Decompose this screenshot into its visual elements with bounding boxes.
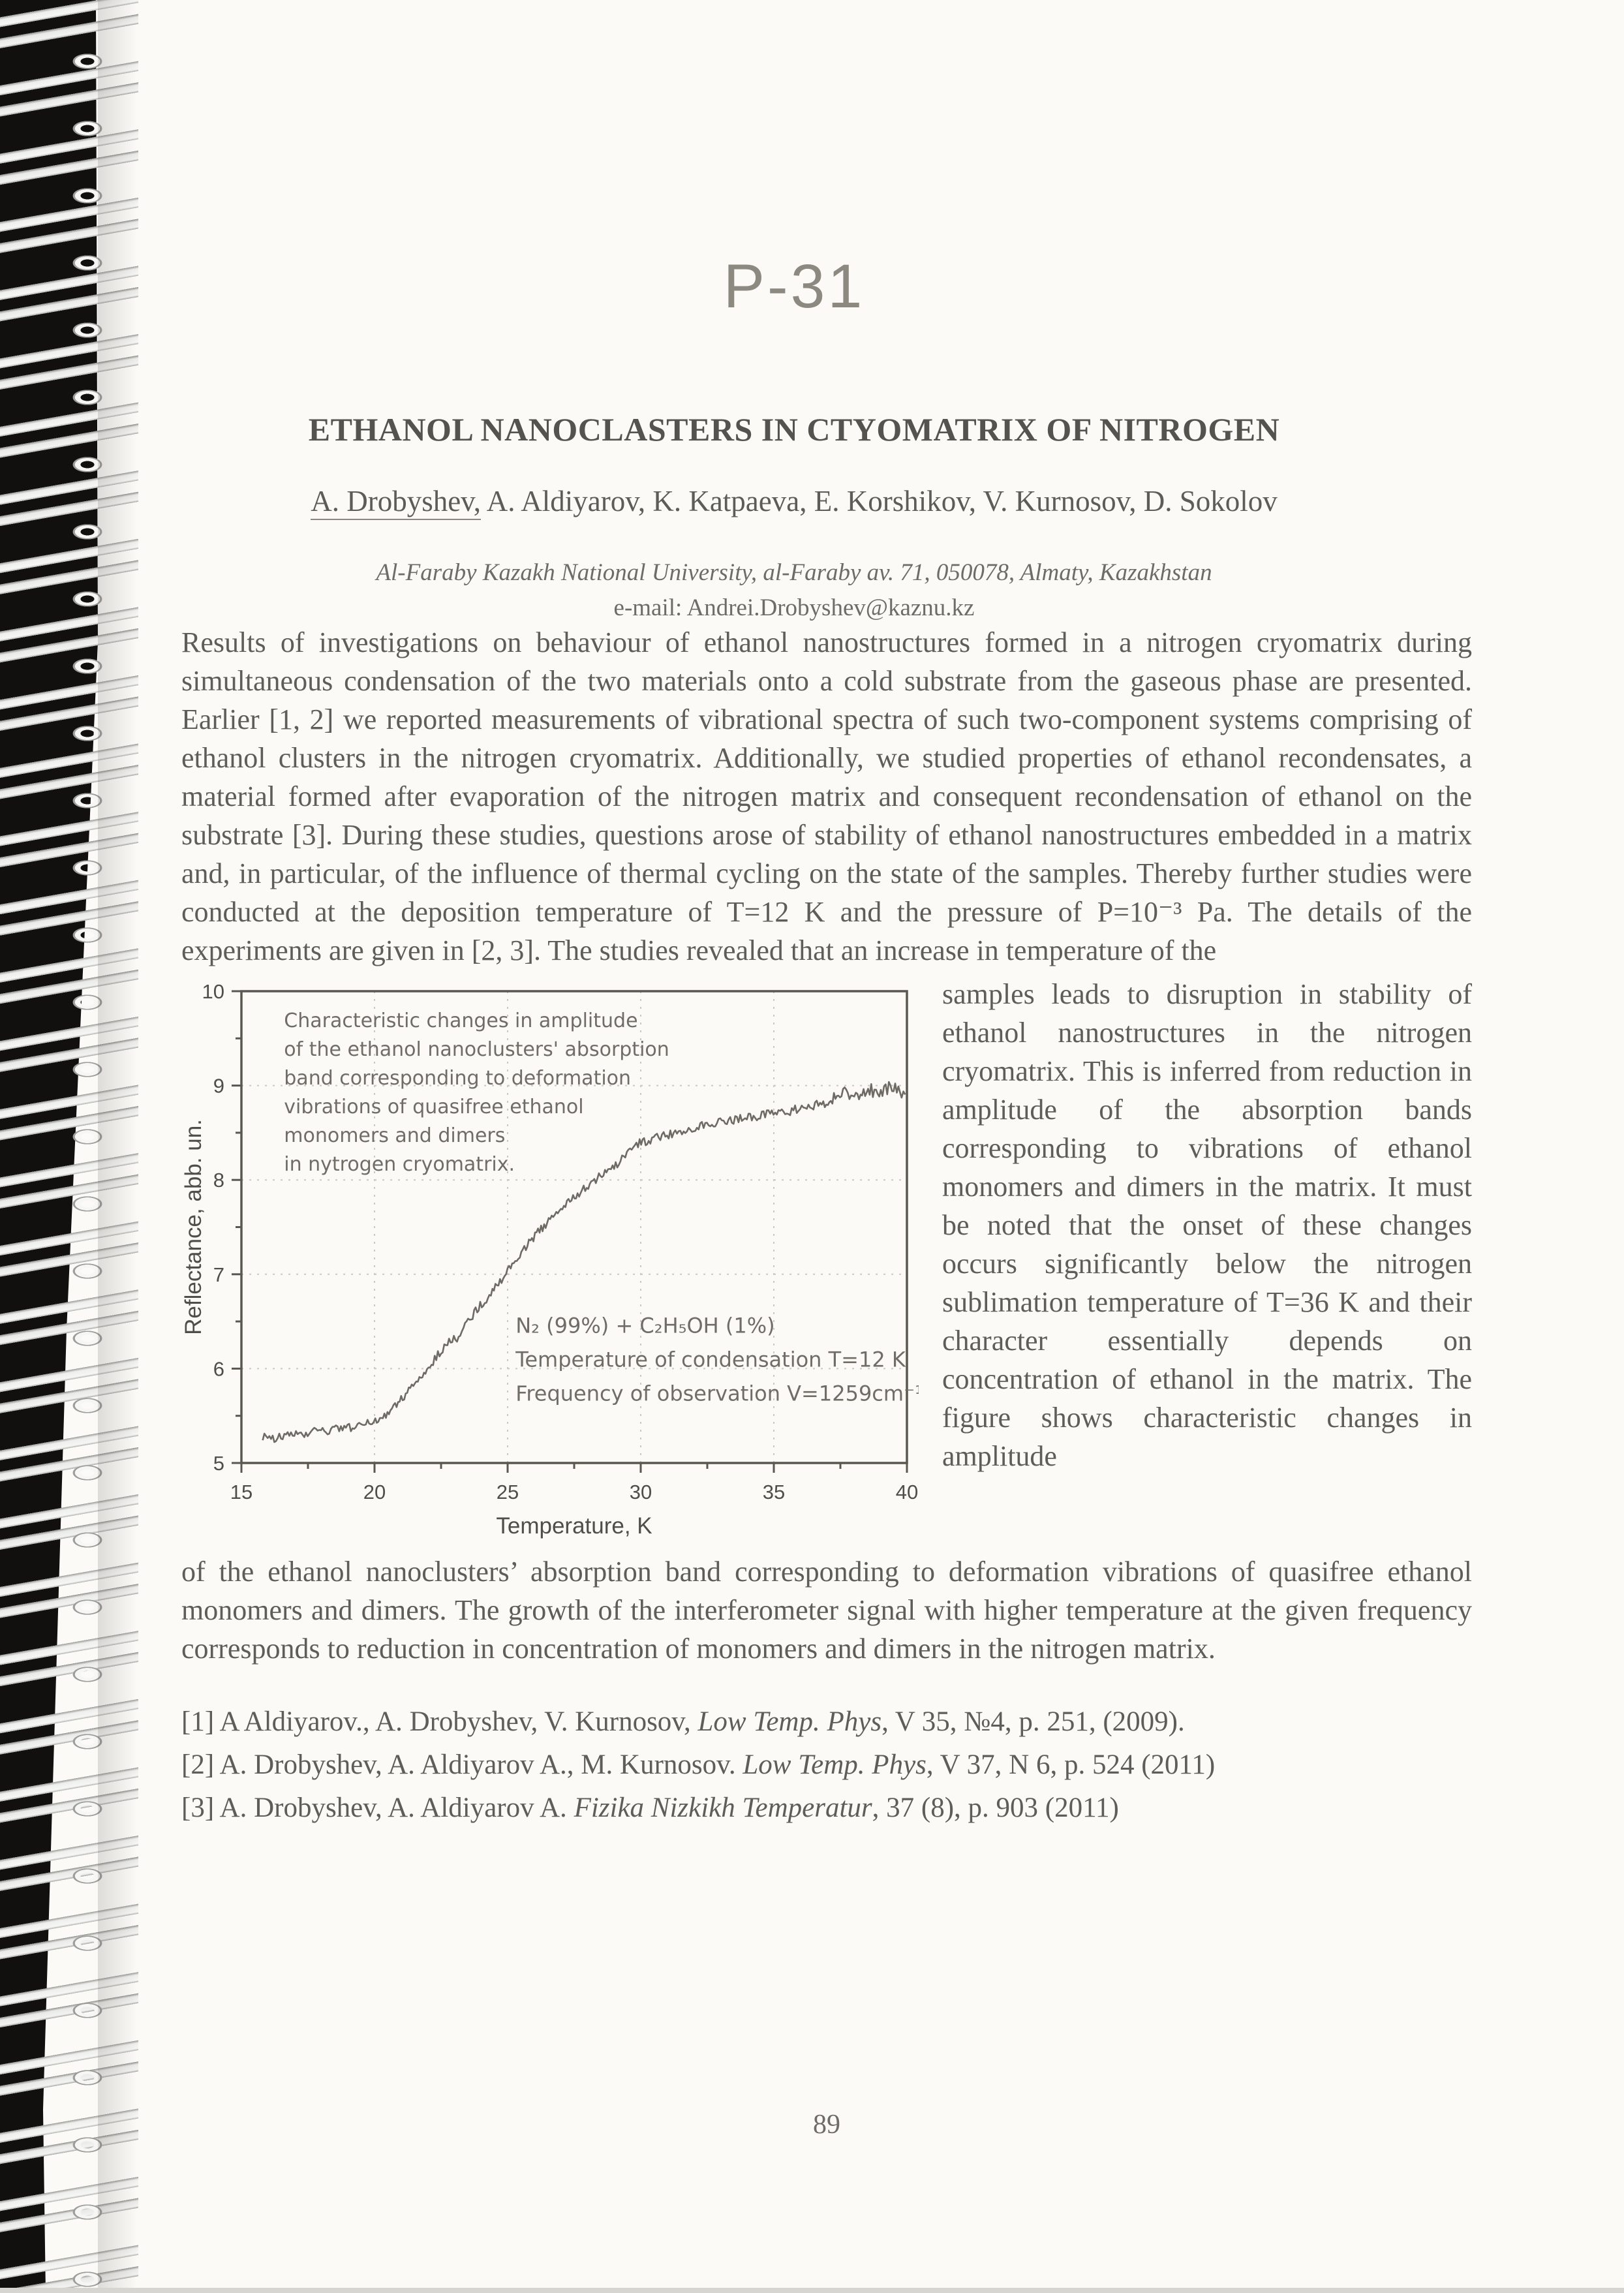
reference-row — [181, 1787, 1472, 1830]
email-line: e-mail: Andrei.Drobyshev@kaznu.kz — [613, 594, 975, 621]
svg-text:of the ethanol nanoclusters' a: of the ethanol nanoclusters' absorption — [284, 1038, 669, 1061]
body-after-figure: of the ethanol nanoclusters’ absorption band corresponding to deformation vibrations of quasifree ethanol monomers and dimers. The growth of the interferometer signal with higher temperature at the given frequency corresponds to reduction in concentration of monomers and dimers in the nitrogen matrix. — [181, 1556, 1472, 1665]
svg-text:in nytrogen cryomatrix.: in nytrogen cryomatrix. — [284, 1152, 515, 1176]
reference-suffix: , V 37, N 6, p. 524 (2011) — [926, 1749, 1216, 1780]
svg-text:Frequency of observation V=125: Frequency of observation V=1259cm⁻¹ — [515, 1381, 919, 1406]
reference-suffix: , 37 (8), p. 903 (2011) — [872, 1793, 1119, 1823]
svg-text:5: 5 — [213, 1452, 224, 1475]
authors-rest: A. Aldiyarov, K. Katpaeva, E. Korshikov, V. Kurnosov, D. Sokolov — [481, 485, 1278, 517]
page — [181, 0, 1472, 1830]
reference-prefix: [2] A. Drobyshev, A. Aldiyarov A., M. Kurnosov. — [181, 1749, 743, 1780]
svg-text:vibrations of quasifree ethano: vibrations of quasifree ethanol — [284, 1095, 584, 1118]
svg-text:Reflectance, abb. un.: Reflectance, abb. un. — [181, 1119, 206, 1335]
references-list — [181, 1701, 1472, 1830]
reference-journal: Low Temp. Phys — [743, 1749, 927, 1780]
reference-prefix: [1] A Aldiyarov., A. Drobyshev, V. Kurnosov, — [181, 1706, 698, 1737]
spiral-binding — [0, 0, 99, 2293]
figure-row — [181, 975, 1472, 1552]
svg-text:band corresponding to deformat: band corresponding to deformation — [284, 1066, 632, 1090]
svg-text:7: 7 — [213, 1263, 224, 1286]
paper-title: ETHANOL NANOCLASTERS IN CTYOMATRIX OF NITROGEN — [308, 411, 1280, 448]
svg-text:N₂ (99%) + C₂H₅OH (1%): N₂ (99%) + C₂H₅OH (1%) — [515, 1313, 775, 1338]
svg-text:9: 9 — [213, 1074, 224, 1098]
reference-prefix: [3] A. Drobyshev, A. Aldiyarov A. — [181, 1793, 574, 1823]
svg-text:15: 15 — [230, 1481, 253, 1503]
svg-text:Temperature, K: Temperature, K — [496, 1513, 652, 1539]
svg-text:30: 30 — [629, 1481, 652, 1503]
author-underlined: A. Drobyshev, — [311, 485, 481, 520]
svg-text:35: 35 — [762, 1481, 786, 1503]
svg-text:Temperature of condensation T=: Temperature of condensation T=12 K — [515, 1347, 906, 1372]
reference-journal: Fizika Nizkikh Temperatur — [574, 1793, 872, 1823]
figure — [181, 975, 919, 1552]
authors-line — [181, 484, 1407, 519]
reference-row — [181, 1701, 1472, 1744]
svg-text:40: 40 — [895, 1481, 919, 1503]
binding-shadow — [98, 0, 137, 2293]
svg-text:6: 6 — [213, 1357, 224, 1381]
svg-text:Characteristic changes in ampl: Characteristic changes in amplitude — [284, 1009, 638, 1032]
page-bottom-edge — [0, 2288, 1624, 2293]
body-intro: Results of investigations on behaviour of ethanol nanostructures formed in a nitrogen cryomatrix during simultaneous condensation of the two materials onto a cold substrate from the gaseous phase are presented. Earlier [1, 2] we reported measurements of vibrational spectra of such two-component systems comprising of ethanol clusters in the nitrogen cryomatrix. Additionally, we studied properties of ethanol recondensates, a material formed after evaporation of the nitrogen matrix and consequent recondensation of ethanol on the substrate [3]. During these studies, questions arose of stability of ethanol nanostructures embedded in a matrix and, in particular, of the influence of thermal cycling on the state of the samples. Thereby further studies were conducted at the deposition temperature of T=12 K and the pressure of P=10⁻³ Pa. The details of the experiments are given in [2, 3]. The studies revealed that an increase in temperature of the — [181, 626, 1472, 966]
affiliation: Al-Faraby Kazakh National University, al-Faraby av. 71, 050078, Almaty, Kazakhstan — [376, 559, 1212, 586]
page-number: 89 — [813, 2110, 840, 2140]
reference-row — [181, 1744, 1472, 1787]
paper-code: P-31 — [723, 252, 865, 321]
body-beside-figure: samples leads to disruption in stability of ethanol nanostructures in the nitrogen cryomatrix. This is inferred from reduction in amplitude of the absorption bands corresponding to vibrations of ethanol monomers and dimers in the matrix. It must be noted that the onset of these changes occurs significantly below the nitrogen sublimation temperature of T=36 K and their character essentially depends on concentration of ethanol in the matrix. The figure shows characteristic changes in amplitude — [942, 978, 1472, 1472]
svg-text:8: 8 — [213, 1169, 224, 1192]
svg-text:monomers and dimers: monomers and dimers — [284, 1124, 506, 1147]
reference-journal: Low Temp. Phys — [697, 1706, 882, 1737]
figure-chart — [181, 975, 919, 1549]
reference-suffix: , V 35, №4, p. 251, (2009). — [881, 1706, 1185, 1737]
svg-text:20: 20 — [363, 1481, 386, 1503]
svg-text:10: 10 — [202, 980, 224, 1003]
svg-text:25: 25 — [496, 1481, 519, 1503]
